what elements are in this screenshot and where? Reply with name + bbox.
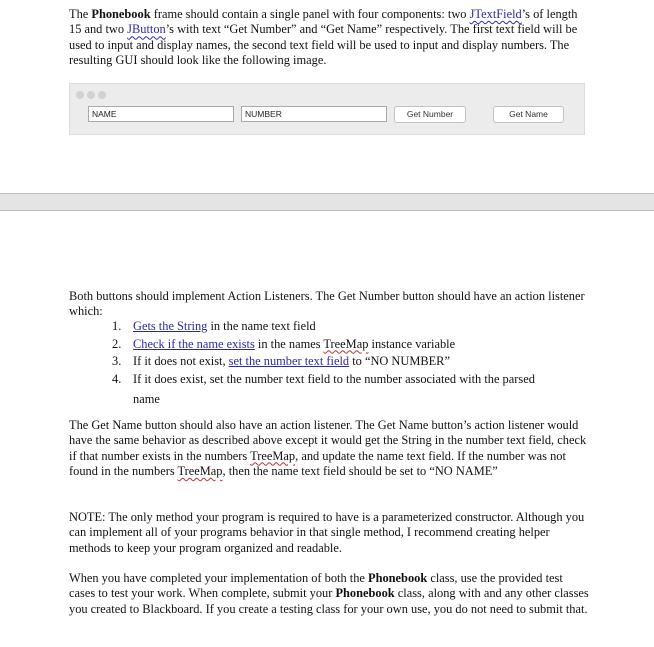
step-link[interactable]: Gets the String <box>133 319 208 333</box>
step-number: 1. <box>112 319 122 333</box>
submit-text-3: class, along with and any other classes you created to Blackboard. If you create a testing class for your own use, you do not need to submit that. <box>69 586 589 616</box>
number-field: NUMBER <box>241 106 387 122</box>
get-name-button: Get Name <box>493 106 564 123</box>
intro-text-1: The <box>69 7 92 21</box>
intro-phonebook-bold: Phonebook <box>91 7 151 21</box>
submit-paragraph <box>69 571 591 617</box>
note-paragraph: NOTE: The only method your program is required to have is a parameterized constructor. Although you can implement all of your programs behavior in that single method, I recommend creating helper methods to keep your program organized and readable. <box>69 510 585 555</box>
minimize-dot-icon <box>87 91 95 99</box>
list-item <box>112 336 592 354</box>
submit-phonebook-bold: Phonebook <box>368 571 428 585</box>
submit-text-1: When you have completed your implementation of both the <box>69 571 369 585</box>
intro-text-3: ’s of length 15 and two <box>69 7 578 37</box>
list-item <box>112 318 592 336</box>
step-number: 4. <box>112 371 122 386</box>
submit-phonebook-bold-2: Phonebook <box>335 586 395 601</box>
page-break <box>0 193 654 211</box>
treemap-term: TreeMap <box>177 463 223 478</box>
phonebook-gui-image <box>69 83 585 135</box>
intro-text-2: frame should contain a single panel with four components: two <box>150 7 470 21</box>
step-text: If it does exist, set the number text field to the number associated with the parsed <box>133 371 535 386</box>
getname-text-2: , and update the name text field. If the number was not found in the numbers <box>69 448 566 478</box>
step-text: in the name text field <box>207 319 316 333</box>
zoom-dot-icon <box>98 91 106 99</box>
window-controls <box>76 88 109 103</box>
step-text: If it does not exist, <box>133 354 229 368</box>
treemap-term: TreeMap <box>250 448 296 463</box>
name-field: NAME <box>88 106 234 122</box>
step-link[interactable]: Check if the name exists <box>133 336 255 351</box>
jbutton-link[interactable]: JButton <box>127 22 166 37</box>
steps-list <box>112 318 592 409</box>
getname-paragraph <box>69 418 591 479</box>
step-text: in the names <box>254 336 324 351</box>
intro-paragraph <box>69 7 591 68</box>
step-number: 2. <box>112 336 122 351</box>
get-number-button: Get Number <box>394 106 466 123</box>
list-item <box>112 353 592 371</box>
step-number: 3. <box>112 354 122 368</box>
step-text-continued: name <box>133 392 160 406</box>
intro-text-4: ’s with text “Get Number” and “Get Name” respectively. The first text field will be used to input and display names, the second text field will be used to input and display numbers. The resulting GUI should look like the following image. <box>69 22 578 67</box>
step-text: to “NO NUMBER” <box>349 354 450 368</box>
listeners-intro: Both buttons should implement Action Listeners. The Get Number button should have an action listener which: <box>69 289 585 319</box>
submit-text-2: class, use the provided test cases to test your work. When complete, submit your <box>69 571 563 601</box>
step-link[interactable]: set the number text field <box>228 354 350 368</box>
jtextfield-link[interactable]: JTextField <box>469 7 522 21</box>
treemap-term: TreeMap <box>323 336 369 351</box>
list-item <box>112 371 592 409</box>
getname-text-3: , then the name text field should be set to “NO NAME” <box>222 463 498 478</box>
close-dot-icon <box>76 91 84 99</box>
getname-text-1: The Get Name button should also have an action listener. The Get Name button’s action listener would have the same behavior as described above except it would get the String in the number text field, check if that number exists in the numbers <box>69 418 587 463</box>
step-text: instance variable <box>368 336 456 351</box>
